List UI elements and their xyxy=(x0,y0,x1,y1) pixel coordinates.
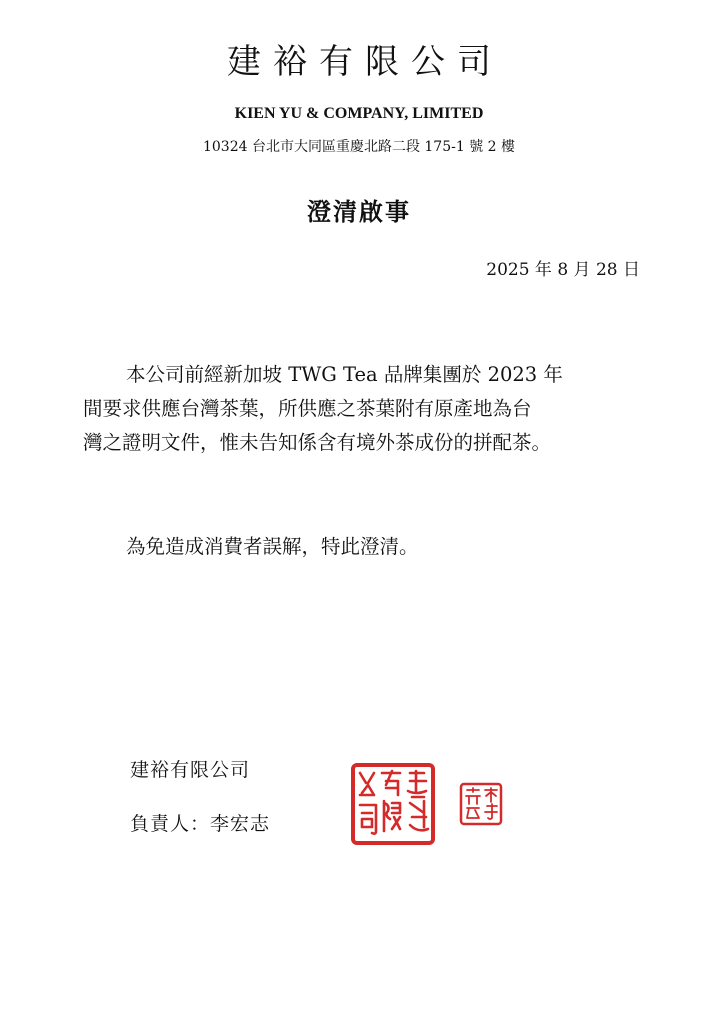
company-name-english: KIEN YU & COMPANY, LIMITED xyxy=(234,105,484,122)
paragraph-1-line-3: 灣之證明文件，惟未告知係含有境外茶成份的拼配茶。 xyxy=(83,431,552,454)
personal-seal-graphic xyxy=(459,782,503,826)
personal-seal-stamp xyxy=(459,782,503,826)
company-seal-graphic xyxy=(350,761,436,847)
paragraph-1-line-2: 間要求供應台灣茶葉，所供應之茶葉附有原產地為台 xyxy=(83,397,532,420)
company-address: 10324 台北市大同區重慶北路二段 175-1 號 2 樓 xyxy=(202,139,516,155)
signature-responsible-person: 負責人：李宏志 xyxy=(130,813,271,835)
body-paragraph-2: 為免造成消費者誤解，特此澄清。 xyxy=(126,535,419,558)
document-title: 澄清啟事 xyxy=(307,197,411,226)
document-date: 2025 年 8 月 28 日 xyxy=(486,260,640,280)
signature-company-name: 建裕有限公司 xyxy=(130,759,251,781)
company-seal-stamp xyxy=(350,761,436,847)
body-paragraph-1 xyxy=(83,358,653,460)
paragraph-1-line-1: 本公司前經新加坡 TWG Tea 品牌集團於 2023 年 xyxy=(126,363,563,386)
company-name-chinese: 建裕有限公司 xyxy=(227,42,503,82)
